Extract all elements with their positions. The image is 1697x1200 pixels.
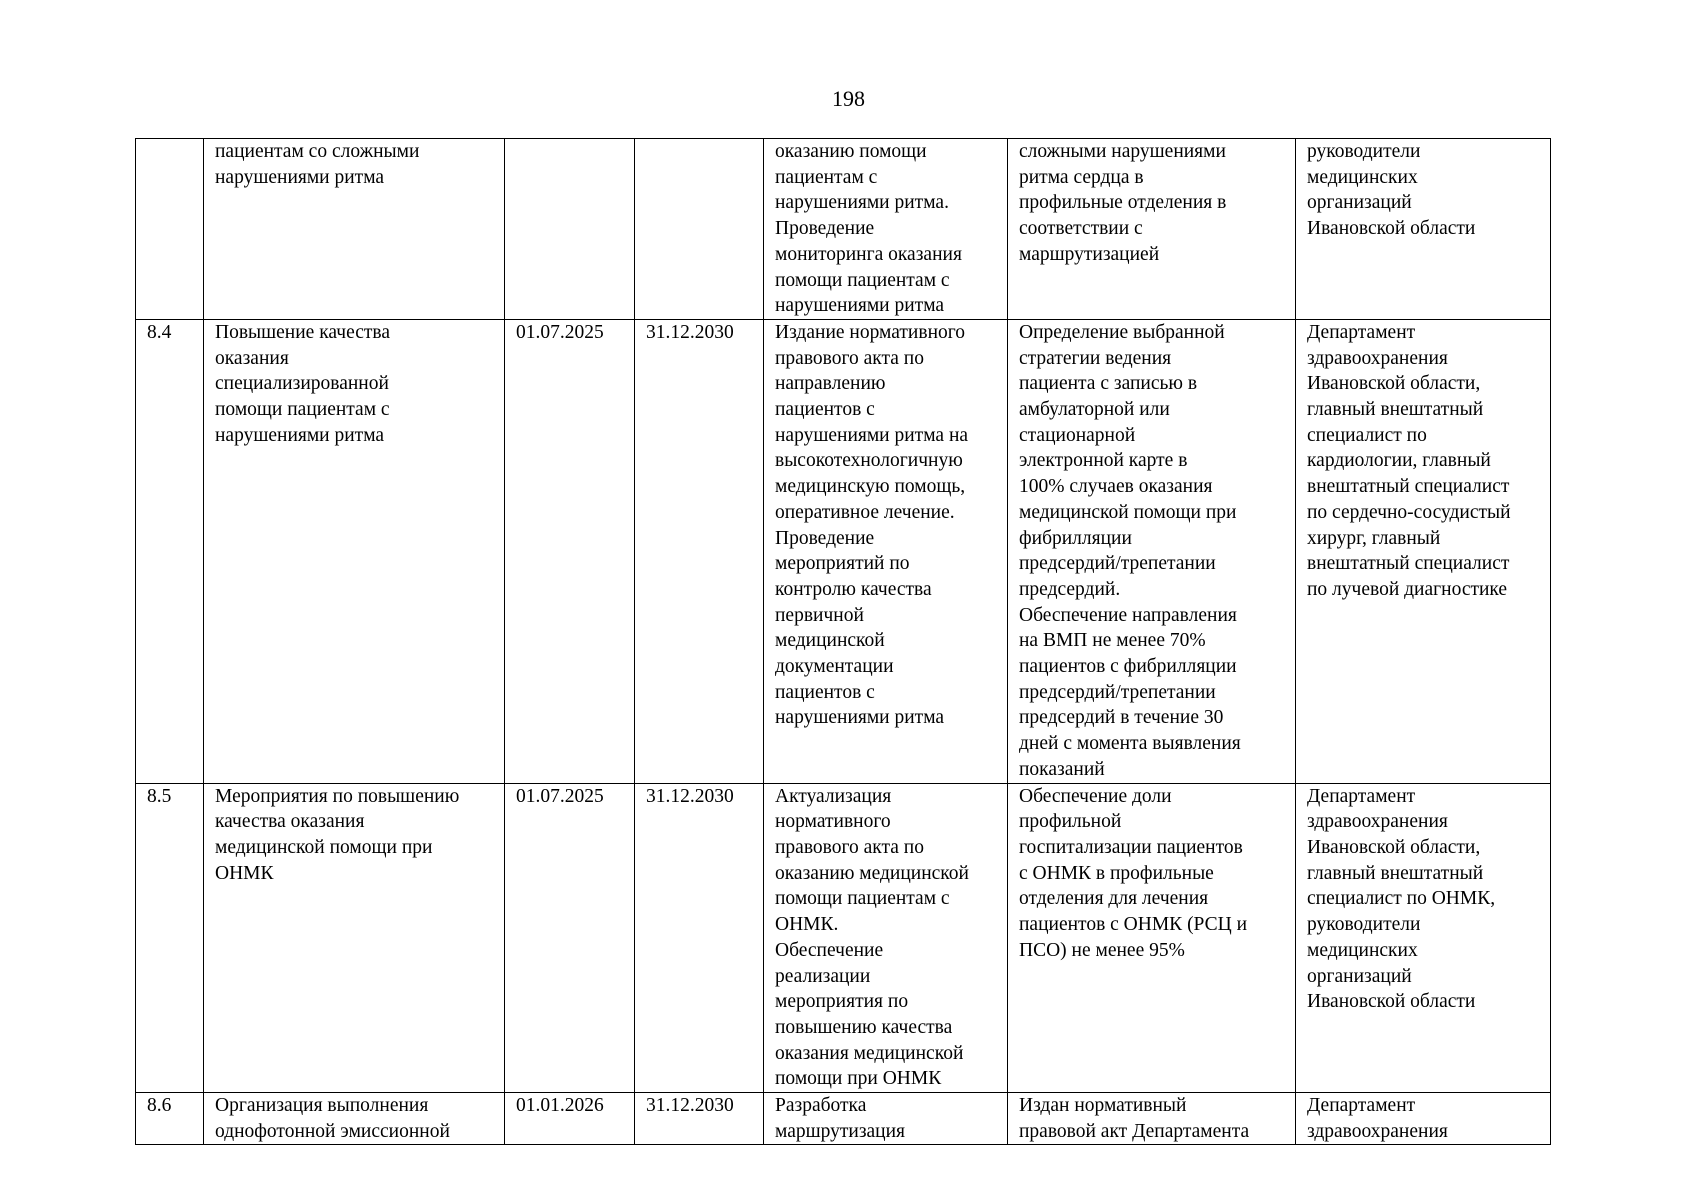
description-cell xyxy=(764,139,1008,320)
row-number-cell xyxy=(136,1093,204,1145)
responsible-parties: Департамент здравоохранения Ивановской области, главный внештатный специалист по ОНМК, руководители медицинских организаций Ивановской области xyxy=(1307,785,1496,1013)
result-cell xyxy=(1008,319,1296,783)
description-cell xyxy=(764,1093,1008,1145)
result-cell xyxy=(1008,783,1296,1092)
expected-result: Определение выбранной стратегии ведения пациента с записью в амбулаторной или стационарной электронной карте в 100% случаев оказания медицинской помощи при фибрилляции предсердий/трепетании предсердий. Обеспечение направления на ВМП не менее 70% пациентов с фибрилляции предсердий/трепетании предсердий в течение 30 дней с момента выявления показаний xyxy=(1019,321,1241,780)
page-number: 198 xyxy=(832,86,865,111)
responsible-parties: Департамент здравоохранения xyxy=(1307,1095,1448,1142)
result-cell xyxy=(1008,1093,1296,1145)
responsible-cell xyxy=(1296,139,1551,320)
measure-name: пациентам со сложными нарушениями ритма xyxy=(215,141,420,188)
end-date-cell xyxy=(635,139,764,320)
description-cell xyxy=(764,783,1008,1092)
row-number: 8.6 xyxy=(147,1095,172,1117)
measure-description: Разработка маршрутизация xyxy=(775,1095,906,1142)
result-cell xyxy=(1008,139,1296,320)
responsible-parties: руководители медицинских организаций Ивановской области xyxy=(1307,141,1476,240)
table-row xyxy=(136,1093,1551,1145)
measure-description: Актуализация нормативного правового акта по оказанию медицинской помощи пациентам с ОНМК. Обеспечение реализации мероприятия по повышению качества оказания медицинской помощи при ОНМК xyxy=(775,785,969,1090)
row-number-cell xyxy=(136,319,204,783)
expected-result: сложными нарушениями ритма сердца в профильные отделения в соответствии с маршрутизацией xyxy=(1019,141,1227,265)
end-date-cell xyxy=(635,1093,764,1145)
table-row xyxy=(136,139,1551,320)
measure-name: Организация выполнения однофотонной эмиссионной xyxy=(215,1095,450,1142)
end-date: 31.12.2030 xyxy=(646,785,734,807)
measure-description: Издание нормативного правового акта по направлению пациентов с нарушениями ритма на высокотехнологичную медицинскую помощь, оперативное лечение. Проведение мероприятий по контролю качества первичной медицинской документации пациентов с нарушениями ритма xyxy=(775,321,969,729)
measures-table xyxy=(135,138,1551,1145)
expected-result: Издан нормативный правовой акт Департамента xyxy=(1019,1095,1250,1142)
row-number: 8.5 xyxy=(147,785,172,807)
start-date-cell xyxy=(505,783,635,1092)
measure-name-cell xyxy=(204,1093,505,1145)
responsible-cell xyxy=(1296,1093,1551,1145)
measure-name-cell xyxy=(204,319,505,783)
responsible-cell xyxy=(1296,319,1551,783)
end-date: 31.12.2030 xyxy=(646,1095,734,1117)
row-number-cell xyxy=(136,783,204,1092)
description-cell xyxy=(764,319,1008,783)
start-date: 01.01.2026 xyxy=(516,1095,604,1117)
end-date-cell xyxy=(635,319,764,783)
start-date-cell xyxy=(505,319,635,783)
measure-description: оказанию помощи пациентам с нарушениями ритма. Проведение мониторинга оказания помощи пациентам с нарушениями ритма xyxy=(775,141,962,317)
end-date: 31.12.2030 xyxy=(646,321,734,343)
responsible-parties: Департамент здравоохранения Ивановской области, главный внештатный специалист по кардиологии, главный внештатный специалист по сердечно-сосудистый хирург, главный внештатный специалист по лучевой диагностике xyxy=(1307,321,1511,600)
row-number: 8.4 xyxy=(147,321,172,343)
measure-name-cell xyxy=(204,139,505,320)
row-number-cell xyxy=(136,139,204,320)
start-date-cell xyxy=(505,1093,635,1145)
end-date-cell xyxy=(635,783,764,1092)
start-date: 01.07.2025 xyxy=(516,785,604,807)
start-date-cell xyxy=(505,139,635,320)
measure-name-cell xyxy=(204,783,505,1092)
measure-name: Мероприятия по повышению качества оказания медицинской помощи при ОНМК xyxy=(215,785,460,884)
measure-name: Повышение качества оказания специализированной помощи пациентам с нарушениями ритма xyxy=(215,321,390,446)
expected-result: Обеспечение доли профильной госпитализации пациентов с ОНМК в профильные отделения для лечения пациентов с ОНМК (РСЦ и ПСО) не менее 95% xyxy=(1019,785,1248,961)
start-date: 01.07.2025 xyxy=(516,321,604,343)
table-row xyxy=(136,319,1551,783)
responsible-cell xyxy=(1296,783,1551,1092)
table-row xyxy=(136,783,1551,1092)
